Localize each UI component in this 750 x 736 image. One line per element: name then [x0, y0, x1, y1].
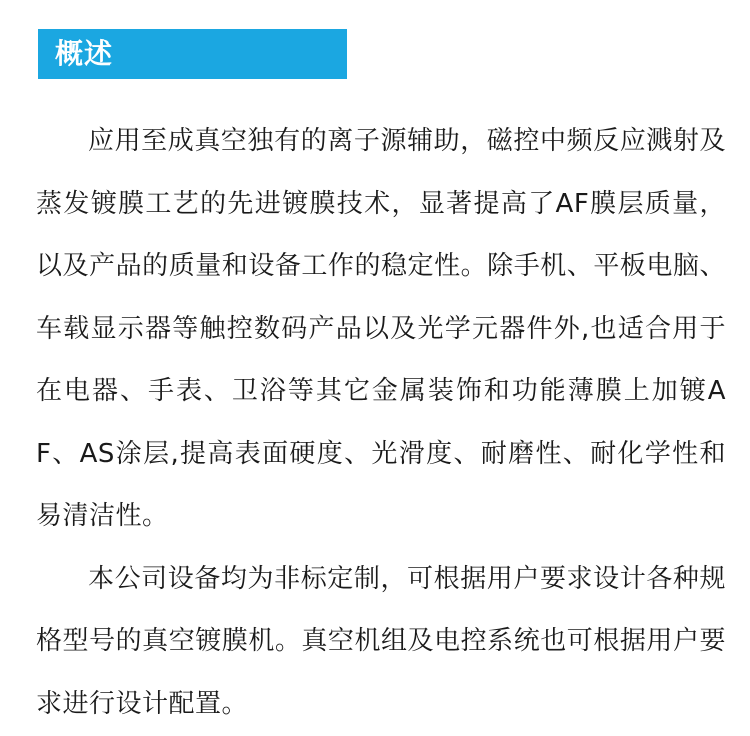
- body-text: [36, 110, 726, 735]
- paragraph-intro: 应用至成真空独有的离子源辅助，磁控中频反应溅射及蒸发镀膜工艺的先进镀膜技术，显著提高了AF膜层质量，以及产品的质量和设备工作的稳定性。除手机、平板电脑、车载显示器等触控数码产品以及光学元器件外,也适合用于在电器、手表、卫浴等其它金属装饰和功能薄膜上加镀AF、AS涂层,提高表面硬度、光滑度、耐磨性、耐化学性和易清洁性。: [36, 126, 726, 531]
- section-title: 概述: [55, 37, 114, 70]
- section-header: [38, 29, 347, 79]
- paragraph-customization: 本公司设备均为非标定制，可根据用户要求设计各种规格型号的真空镀膜机。真空机组及电控系统也可根据用户要求进行设计配置。: [36, 563, 726, 719]
